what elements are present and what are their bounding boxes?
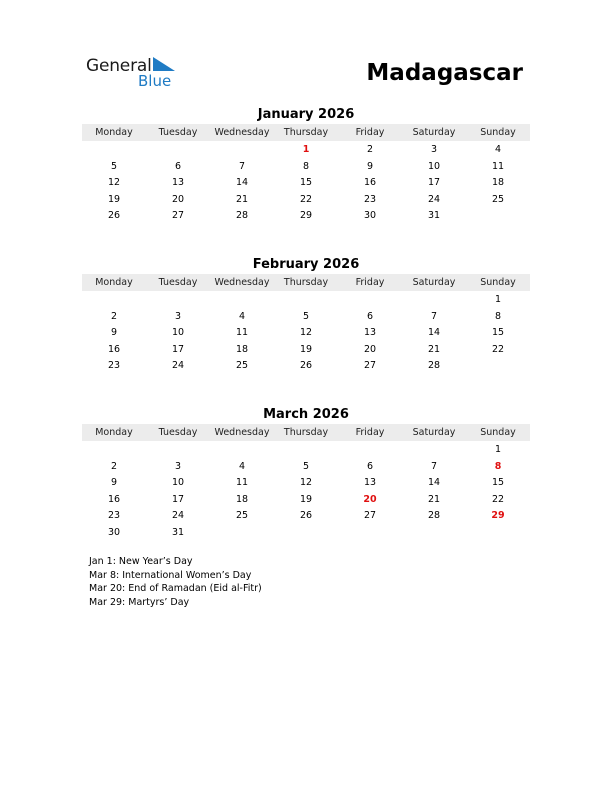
empty-cell bbox=[210, 442, 274, 459]
holiday-list-item: Mar 20: End of Ramadan (Eid al-Fitr) bbox=[89, 583, 262, 594]
day-cell: 4 bbox=[238, 310, 246, 322]
day-cell: 1 bbox=[494, 294, 502, 305]
day-cell: 26 bbox=[107, 210, 121, 222]
day-cell: 19 bbox=[299, 493, 313, 505]
day-cell: 11 bbox=[235, 327, 249, 339]
country-title: Madagascar bbox=[366, 60, 523, 86]
weekday-label: Saturday bbox=[412, 427, 456, 438]
day-cell: 11 bbox=[491, 160, 505, 172]
generalblue-logo bbox=[86, 56, 186, 92]
weekday-label: Saturday bbox=[412, 127, 456, 138]
day-cell: 16 bbox=[107, 343, 121, 355]
day-cell: 17 bbox=[427, 177, 441, 189]
weekday-header bbox=[82, 274, 530, 291]
day-cell: 14 bbox=[427, 327, 441, 339]
empty-cell bbox=[210, 142, 274, 159]
day-cell: 15 bbox=[299, 177, 313, 189]
day-cell: 25 bbox=[235, 360, 249, 372]
day-cell: 4 bbox=[494, 144, 502, 155]
holiday-day-cell: 8 bbox=[494, 460, 502, 472]
empty-cell bbox=[274, 442, 338, 459]
day-cell: 31 bbox=[427, 210, 441, 222]
weekday-label: Thursday bbox=[283, 127, 329, 138]
weekday-label: Sunday bbox=[480, 127, 516, 138]
day-cell: 16 bbox=[107, 493, 121, 505]
holiday-day-cell: 1 bbox=[302, 144, 310, 155]
day-cell: 21 bbox=[427, 343, 441, 355]
day-cell: 28 bbox=[427, 510, 441, 522]
weekday-label: Friday bbox=[355, 127, 385, 138]
weekday-label: Tuesday bbox=[158, 127, 198, 138]
holiday-list bbox=[89, 555, 262, 609]
weekday-label: Saturday bbox=[412, 277, 456, 288]
day-cell: 5 bbox=[302, 460, 310, 472]
day-cell: 19 bbox=[299, 343, 313, 355]
day-cell: 27 bbox=[363, 360, 377, 372]
day-cell: 22 bbox=[491, 493, 505, 505]
holiday-day-cell: 29 bbox=[491, 510, 505, 522]
weekday-label: Thursday bbox=[283, 427, 329, 438]
day-cell: 22 bbox=[491, 343, 505, 355]
day-cell: 24 bbox=[427, 193, 441, 205]
empty-cell bbox=[210, 292, 274, 309]
month-title: March 2026 bbox=[263, 407, 349, 422]
day-grid bbox=[82, 142, 530, 225]
weekday-label: Friday bbox=[355, 427, 385, 438]
day-cell: 23 bbox=[363, 193, 377, 205]
weekday-label: Sunday bbox=[480, 277, 516, 288]
empty-cell bbox=[338, 292, 402, 309]
day-cell: 30 bbox=[363, 210, 377, 222]
holiday-day-cell: 20 bbox=[363, 493, 377, 505]
day-cell: 14 bbox=[427, 477, 441, 489]
day-cell: 17 bbox=[171, 493, 185, 505]
weekday-label: Tuesday bbox=[158, 427, 198, 438]
day-cell: 5 bbox=[302, 310, 310, 322]
day-cell: 10 bbox=[171, 477, 185, 489]
weekday-label: Monday bbox=[95, 427, 133, 438]
day-cell: 19 bbox=[107, 193, 121, 205]
month-march bbox=[82, 406, 530, 542]
month-january bbox=[82, 106, 530, 225]
day-cell: 18 bbox=[235, 493, 249, 505]
day-cell: 8 bbox=[494, 310, 502, 322]
day-cell: 23 bbox=[107, 360, 121, 372]
weekday-label: Sunday bbox=[480, 427, 516, 438]
empty-cell bbox=[82, 292, 146, 309]
weekday-label: Wednesday bbox=[214, 427, 270, 438]
day-cell: 20 bbox=[171, 193, 185, 205]
day-cell: 15 bbox=[491, 477, 505, 489]
day-cell: 27 bbox=[363, 510, 377, 522]
day-cell: 24 bbox=[171, 510, 185, 522]
day-cell: 20 bbox=[363, 343, 377, 355]
weekday-label: Wednesday bbox=[214, 127, 270, 138]
empty-cell bbox=[274, 292, 338, 309]
day-cell: 11 bbox=[235, 477, 249, 489]
day-cell: 2 bbox=[110, 310, 118, 322]
day-cell: 8 bbox=[302, 160, 310, 172]
day-cell: 9 bbox=[366, 160, 374, 172]
day-cell: 4 bbox=[238, 460, 246, 472]
day-cell: 9 bbox=[110, 477, 118, 489]
day-cell: 5 bbox=[110, 160, 118, 172]
day-cell: 1 bbox=[494, 444, 502, 455]
day-cell: 13 bbox=[171, 177, 185, 189]
day-cell: 15 bbox=[491, 327, 505, 339]
day-cell: 13 bbox=[363, 477, 377, 489]
day-cell: 16 bbox=[363, 177, 377, 189]
weekday-label: Thursday bbox=[283, 277, 329, 288]
logo-triangle-icon bbox=[153, 57, 175, 75]
day-cell: 6 bbox=[366, 460, 374, 472]
weekday-label: Tuesday bbox=[158, 277, 198, 288]
day-cell: 7 bbox=[238, 160, 246, 172]
holiday-list-item: Mar 8: International Women’s Day bbox=[89, 569, 252, 581]
day-cell: 17 bbox=[171, 343, 185, 355]
day-cell: 26 bbox=[299, 510, 313, 522]
day-cell: 12 bbox=[299, 477, 313, 489]
holiday-list-item: Jan 1: New Year’s Day bbox=[89, 556, 193, 567]
month-title: February 2026 bbox=[252, 257, 360, 272]
empty-cell bbox=[82, 142, 146, 159]
day-cell: 7 bbox=[430, 460, 438, 472]
empty-cell bbox=[402, 292, 466, 309]
day-cell: 6 bbox=[174, 160, 182, 172]
day-cell: 12 bbox=[107, 177, 121, 189]
day-cell: 13 bbox=[363, 327, 377, 339]
day-cell: 2 bbox=[366, 144, 374, 155]
logo-general-text: General bbox=[86, 56, 152, 76]
day-cell: 31 bbox=[171, 526, 185, 538]
day-cell: 30 bbox=[107, 526, 121, 538]
weekday-label: Monday bbox=[95, 277, 133, 288]
day-cell: 12 bbox=[299, 327, 313, 339]
day-cell: 24 bbox=[171, 360, 185, 372]
day-cell: 28 bbox=[427, 360, 441, 372]
day-cell: 26 bbox=[299, 360, 313, 372]
day-cell: 3 bbox=[430, 144, 438, 155]
empty-cell bbox=[82, 442, 146, 459]
weekday-label: Wednesday bbox=[214, 277, 270, 288]
day-cell: 23 bbox=[107, 510, 121, 522]
empty-cell bbox=[338, 442, 402, 459]
day-grid bbox=[82, 442, 530, 542]
empty-cell bbox=[146, 142, 210, 159]
day-cell: 7 bbox=[430, 310, 438, 322]
day-cell: 25 bbox=[491, 193, 505, 205]
weekday-label: Friday bbox=[355, 277, 385, 288]
day-cell: 18 bbox=[491, 177, 505, 189]
day-grid bbox=[82, 292, 530, 375]
day-cell: 27 bbox=[171, 210, 185, 222]
empty-cell bbox=[146, 292, 210, 309]
day-cell: 3 bbox=[174, 460, 182, 472]
empty-cell bbox=[402, 442, 466, 459]
day-cell: 21 bbox=[235, 193, 249, 205]
month-february bbox=[82, 256, 530, 375]
empty-cell bbox=[146, 442, 210, 459]
day-cell: 6 bbox=[366, 310, 374, 322]
day-cell: 28 bbox=[235, 210, 249, 222]
day-cell: 18 bbox=[235, 343, 249, 355]
day-cell: 9 bbox=[110, 327, 118, 339]
weekday-label: Monday bbox=[95, 127, 133, 138]
day-cell: 14 bbox=[235, 177, 249, 189]
day-cell: 2 bbox=[110, 460, 118, 472]
day-cell: 29 bbox=[299, 210, 313, 222]
day-cell: 21 bbox=[427, 493, 441, 505]
day-cell: 10 bbox=[427, 160, 441, 172]
month-title: January 2026 bbox=[257, 107, 355, 122]
holiday-list-item: Mar 29: Martyrs’ Day bbox=[89, 596, 190, 608]
logo-blue-text: Blue bbox=[138, 72, 172, 90]
day-cell: 25 bbox=[235, 510, 249, 522]
day-cell: 10 bbox=[171, 327, 185, 339]
weekday-header bbox=[82, 424, 530, 441]
day-cell: 22 bbox=[299, 193, 313, 205]
weekday-header bbox=[82, 124, 530, 141]
day-cell: 3 bbox=[174, 310, 182, 322]
